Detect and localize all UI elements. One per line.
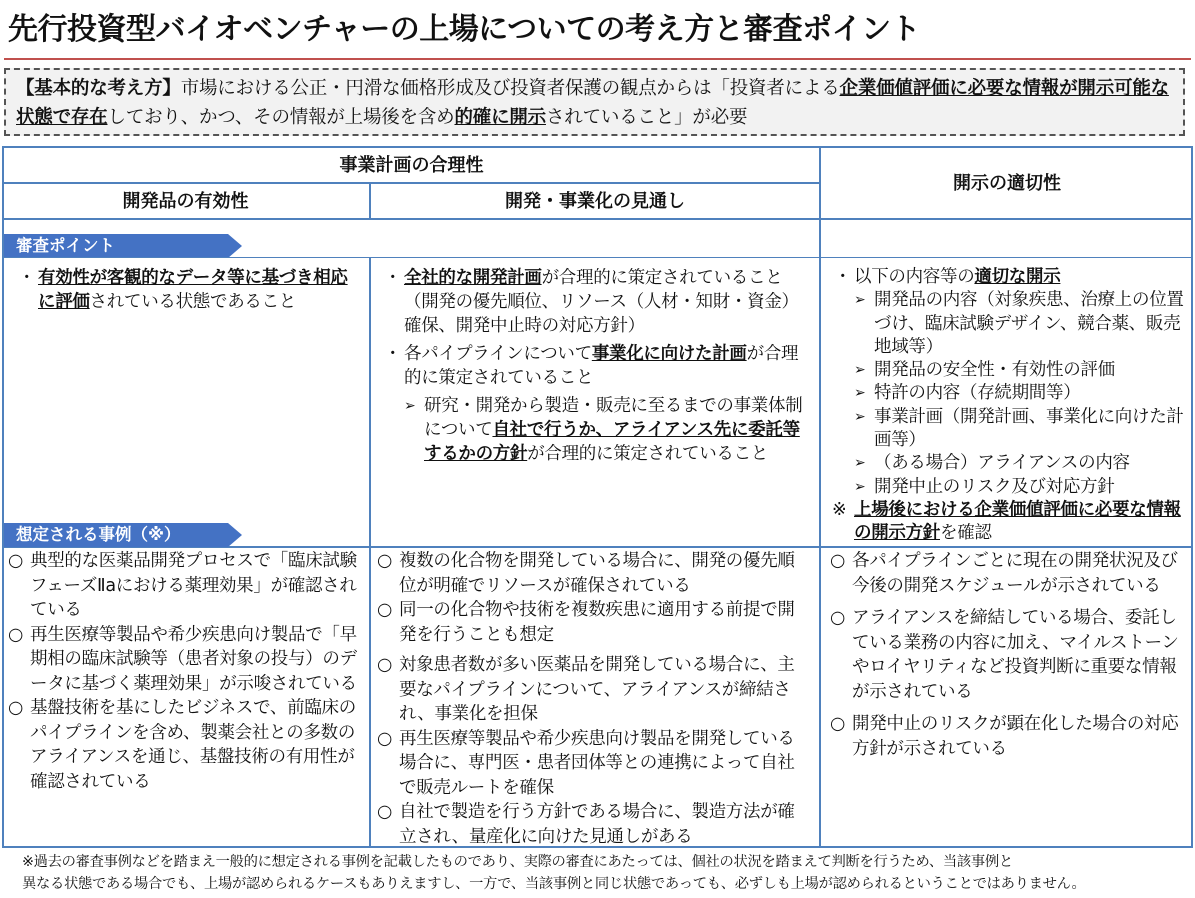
column-divider-1 <box>369 258 371 848</box>
disclosure-item: 開発品の安全性・有効性の評価 <box>874 360 1115 381</box>
review-text: が合理的に策定されていること（開発の優先順位、リソース（人材・知財・資金）確保、開発中止時の対応方針） <box>404 268 799 336</box>
arrow-bullet-icon: ➢ <box>854 408 866 425</box>
circle-bullet-icon: ○ <box>377 600 392 620</box>
title-rule <box>4 58 1191 60</box>
footnote-line-2: 異なる状態である場合でも、上場が認められるケースもありえますし、一方で、当該事例と同じ状態であっても、必ずしも上場が認められるということではありません。 <box>22 876 1086 892</box>
disclosure-item: 事業計画（開発計画、事業化に向けた計画等） <box>874 406 1184 451</box>
arrow-bullet-icon: ➢ <box>854 455 866 472</box>
case-item: 各パイプラインごとに現在の開発状況及び今後の開発スケジュールが示されている <box>852 551 1178 596</box>
basic-emphasis-1: 企業価値評価に必要な情報が開示可能な状態で存在 <box>16 78 1169 128</box>
basic-emphasis-2: 的確に開示 <box>454 107 546 128</box>
circle-bullet-icon: ○ <box>8 624 23 645</box>
review-emphasis: 有効性が客観的なデータ等に基づき相応に評価 <box>38 268 348 312</box>
disclosure-item: 特許の内容（存続期間等） <box>874 383 1081 404</box>
circle-bullet-icon: ○ <box>377 802 392 822</box>
case-item: 自社で製造を行う方針である場合に、製造方法が確立され、量産化に向けた見通しがある <box>399 802 795 847</box>
review-emphasis: 自社で行うか、アライアンス先に委託等するかの方針 <box>424 420 800 464</box>
review-text: 各パイプラインについて <box>404 344 592 364</box>
cases-col-disclosure <box>830 549 1184 761</box>
case-item: アライアンスを締結している場合、委託している業務の内容に加え、マイルストーンやロイヤリティなど投資判断に重要な情報が示されている <box>852 608 1179 702</box>
header-outlook: 開発・事業化の見通し <box>505 191 685 212</box>
cases-col-effectiveness <box>8 549 358 794</box>
case-item: 対象患者数が多い医薬品を開発している場合に、主要なパイプラインについて、アライアンスが締結され、事業化を担保 <box>399 655 795 724</box>
disclosure-item: （ある場合）アライアンスの内容 <box>874 453 1130 474</box>
band-cases-arrow <box>228 523 242 547</box>
review-col-disclosure <box>830 266 1184 546</box>
circle-bullet-icon: ○ <box>830 551 845 571</box>
band-review-arrow <box>228 234 242 258</box>
review-text: を確認 <box>940 523 992 544</box>
header-divider-h2 <box>2 218 1193 220</box>
bullet-mark: ・ <box>834 267 852 287</box>
header-effectiveness: 開発品の有効性 <box>122 191 249 212</box>
band-underline <box>2 257 1193 258</box>
band-review-points: 審査ポイント <box>4 234 228 258</box>
footnote-line-1: ※過去の審査事例などを踏まえ一般的に想定される事例を記載したものであり、実際の審査にあたっては、個社の状況を踏まえて判断を行うため、当該事例と <box>22 854 1013 870</box>
circle-bullet-icon: ○ <box>377 728 392 749</box>
bullet-mark: ・ <box>384 268 402 288</box>
basic-text-1: 市場における公正・円滑な価格形成及び投資者保護の観点からは「投資者による <box>180 78 840 99</box>
review-text: されている状態であること <box>89 292 297 312</box>
arrow-bullet-icon: ➢ <box>404 398 416 414</box>
review-emphasis: 上場後における企業価値評価に必要な情報の開示方針 <box>854 499 1181 544</box>
case-item: 複数の化合物を開発している場合に、開発の優先順位が明確でリソースが確保されている <box>399 551 795 596</box>
circle-bullet-icon: ○ <box>377 551 392 571</box>
review-emphasis: 全社的な開発計画 <box>404 268 542 288</box>
case-item: 再生医療等製品や希少疾患向け製品で「早期相の臨床試験等（患者対象の投与）のデータに基づく薬理効果」が示唆されている <box>30 624 357 694</box>
arrow-bullet-icon: ➢ <box>854 292 866 309</box>
bullet-mark: ・ <box>384 344 402 364</box>
note-mark: ※ <box>832 499 847 520</box>
review-col-effectiveness <box>14 266 354 314</box>
review-emphasis: 事業化に向けた計画 <box>591 344 747 364</box>
circle-bullet-icon: ○ <box>830 608 845 628</box>
band-expected-cases: 想定される事例（※） <box>4 523 228 547</box>
case-item: 基盤技術を基にしたビジネスで、前臨床のパイプラインを含め、製薬会社との多数のアライアンスを通じ、基盤技術の有用性が確認されている <box>30 698 356 792</box>
footnote <box>22 851 1192 895</box>
cases-col-outlook <box>377 549 811 849</box>
bullet-mark: ・ <box>18 268 36 288</box>
case-item: 典型的な医薬品開発プロセスで「臨床試験フェーズⅡaにおける薬理効果」が確認されている <box>30 551 357 620</box>
basic-label: 【基本的な考え方】 <box>16 78 181 99</box>
basic-approach-box <box>4 68 1185 136</box>
case-item: 同一の化合物や技術を複数疾患に適用する前提で開発を行うことも想定 <box>399 600 795 645</box>
basic-text-3: されていること」が必要 <box>546 107 748 128</box>
circle-bullet-icon: ○ <box>8 698 23 718</box>
review-col-outlook <box>380 266 810 466</box>
disclosure-item: 開発中止のリスク及び対応方針 <box>874 476 1115 497</box>
page-title: 先行投資型バイオベンチャーの上場についての考え方と審査ポイント <box>8 12 921 47</box>
disclosure-item: 開発品の内容（対象疾患、治療上の位置づけ、臨床試験デザイン、競合薬、販売地域等） <box>874 290 1184 357</box>
case-item: 開発中止のリスクが顕在化した場合の対応方針が示されている <box>852 714 1179 759</box>
review-emphasis: 適切な開示 <box>974 267 1061 287</box>
circle-bullet-icon: ○ <box>8 551 23 571</box>
review-text: が合理的に策定されていること <box>404 344 799 388</box>
review-text: が合理的に策定されていること <box>527 444 769 464</box>
case-item: 再生医療等製品や希少疾患向け製品を開発している場合に、専門医・患者団体等との連携によって自社で販売ルートを確保 <box>399 728 795 798</box>
review-text: 研究・開発から製造・販売に至るまでの事業体制について <box>424 396 803 440</box>
circle-bullet-icon: ○ <box>377 655 392 675</box>
arrow-bullet-icon: ➢ <box>854 362 866 379</box>
arrow-bullet-icon: ➢ <box>854 478 866 495</box>
circle-bullet-icon: ○ <box>830 714 845 734</box>
review-text: 以下の内容等の <box>854 267 975 287</box>
header-business-plan: 事業計画の合理性 <box>339 155 484 176</box>
arrow-bullet-icon: ➢ <box>854 385 866 402</box>
column-divider-2 <box>819 146 821 848</box>
basic-text-2: しており、かつ、その情報が上場後を含め <box>107 107 455 128</box>
header-disclosure: 開示の適切性 <box>953 173 1061 194</box>
